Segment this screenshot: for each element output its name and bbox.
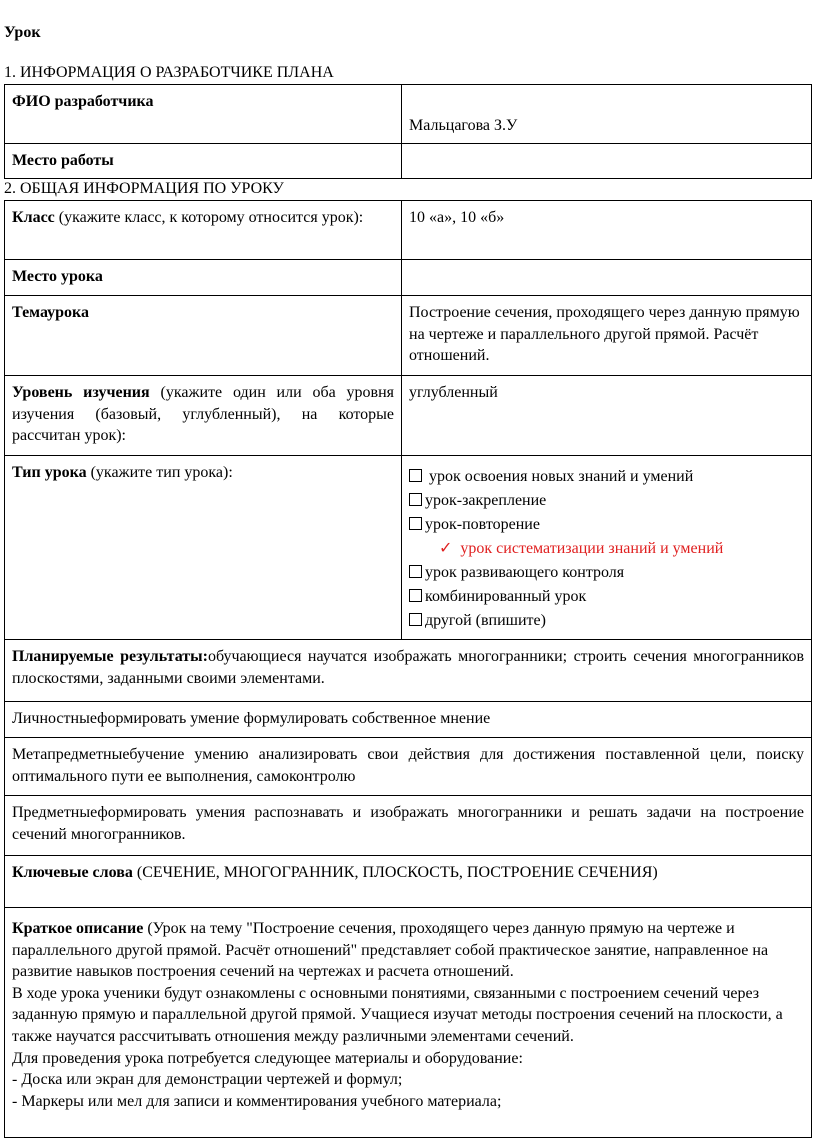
subject-results-cell — [5, 796, 812, 856]
description-label: Краткое описание — [12, 920, 144, 937]
keywords-label: Ключевые слова — [12, 864, 133, 881]
type-options-cell — [402, 456, 812, 640]
type-option-combined: комбинированный урок — [409, 585, 804, 609]
work-row — [5, 144, 812, 179]
checkbox-icon — [409, 589, 422, 602]
type-hint: (укажите тип урока): — [86, 464, 233, 481]
fio-label-cell — [5, 85, 402, 144]
keywords-row — [5, 856, 812, 908]
topic-label-cell — [5, 296, 402, 376]
description-paragraph: Для проведения урока потребуется следующее материалы и оборудование: — [12, 1049, 523, 1067]
description-list-item: - Маркеры или мел для записи и комментирования учебного материала; — [12, 1092, 502, 1110]
work-value-cell — [402, 144, 812, 179]
type-option-control: урок развивающего контроля — [409, 561, 804, 585]
section-2-title: 2. ОБЩАЯ ИНФОРМАЦИЯ ПО УРОКУ — [4, 180, 284, 197]
type-label: Тип урока — [12, 464, 87, 481]
planned-results-row — [5, 640, 812, 702]
description-cell — [5, 908, 812, 1138]
checkbox-icon — [409, 613, 422, 626]
fio-value: Мальцагова З.У — [409, 117, 518, 135]
meta-results-row — [5, 738, 812, 796]
keywords-text: (СЕЧЕНИЕ, МНОГОГРАННИК, ПЛОСКОСТЬ, ПОСТРОЕНИЕ СЕЧЕНИЯ) — [132, 864, 658, 881]
description-paragraph: В ходе урока ученики будут ознакомлены с основными понятиями, связанными с построением сечений через заданную прямую и параллельной другой прямой. Учащиеся изучат методы построения сечений на плоскости, а также научатся рассчитывать отношения между различными элементами сечений. — [12, 984, 783, 1045]
checkbox-icon — [409, 565, 422, 578]
type-label-cell — [5, 456, 402, 640]
personal-results-text: Личностныеформировать умение формулировать собственное мнение — [12, 710, 491, 727]
topic-value: Построение сечения, проходящего через данную прямую на чертеже и параллельного другой прямой. Расчёт отношений. — [409, 304, 800, 365]
place-value-cell — [402, 260, 812, 296]
meta-results-text: Метапредметныебучение умению анализировать свои действия для достижения поставленной цели, поиску оптимального пути ее выполнения, самоконтролю — [12, 746, 804, 785]
type-row — [5, 456, 812, 640]
type-option-other: другой (впишите) — [409, 609, 804, 633]
fio-row — [5, 85, 812, 144]
type-option-repetition: урок-повторение — [409, 513, 804, 537]
keywords-cell — [5, 856, 812, 908]
personal-results-cell — [5, 702, 812, 738]
place-row — [5, 260, 812, 296]
description-paragraph: Краткое описание (Урок на тему "Построение сечения, проходящего через данную прямую на чертеже и параллельного другой прямой. Расчёт отношений" представляет собой практическое занятие, направленное на развитие навыков построения сечений на чертежах и расчета отношений. — [12, 920, 769, 981]
work-label-cell — [5, 144, 402, 179]
level-label-cell — [5, 376, 402, 456]
class-value: 10 «а», 10 «б» — [409, 209, 505, 226]
checkmark-icon: ✓ — [439, 540, 453, 557]
lesson-table — [4, 200, 812, 1138]
class-label-cell — [5, 201, 402, 260]
subject-results-row — [5, 796, 812, 856]
developer-table — [4, 84, 812, 179]
fio-value-cell — [402, 85, 812, 144]
place-label-cell — [5, 260, 402, 296]
section-1-title: 1. ИНФОРМАЦИЯ О РАЗРАБОТЧИКЕ ПЛАНА — [4, 64, 334, 81]
planned-results-text: обучающиеся научатся изображать многогранники; строить сечения многогранников плоскостями, заданными своими элементами. — [12, 648, 805, 687]
description-list-item: - Доска или экран для демонстрации чертежей и формул; — [12, 1071, 403, 1089]
level-hint: (укажите один или оба уровня изучения (базовый, углубленный), на которые рассчитан урок): — [12, 384, 394, 445]
class-value-cell — [402, 201, 812, 260]
subject-results-text: Предметныеформировать умения распознавать и изображать многогранники и решать задачи на построение сечений многогранников. — [12, 804, 804, 843]
class-label: Класс — [12, 209, 55, 226]
level-value: углубленный — [409, 384, 498, 401]
class-row — [5, 201, 812, 260]
fio-label: ФИО разработчика — [12, 93, 154, 110]
checkbox-icon — [409, 493, 422, 506]
meta-results-cell — [5, 738, 812, 796]
checkbox-icon — [409, 469, 422, 482]
level-value-cell — [402, 376, 812, 456]
planned-results-label: Планируемые результаты: — [12, 648, 208, 665]
topic-row — [5, 296, 812, 376]
topic-label: Темаурока — [12, 304, 90, 321]
type-option-systematization: ✓ урок систематизации знаний и умений — [439, 540, 724, 557]
topic-value-cell — [402, 296, 812, 376]
planned-results-cell — [5, 640, 812, 702]
personal-results-row — [5, 702, 812, 738]
work-label: Место работы — [12, 152, 114, 169]
type-option-new-knowledge: урок освоения новых знаний и умений — [409, 465, 804, 489]
page-title: Урок — [4, 24, 41, 41]
place-label: Место урока — [12, 268, 103, 285]
level-label: Уровень изучения — [12, 384, 150, 401]
class-hint: (укажите класс, к которому относится урок): — [54, 209, 364, 226]
description-row — [5, 908, 812, 1138]
level-row — [5, 376, 812, 456]
checkbox-icon — [409, 517, 422, 530]
type-option-consolidation: урок-закрепление — [409, 489, 804, 513]
